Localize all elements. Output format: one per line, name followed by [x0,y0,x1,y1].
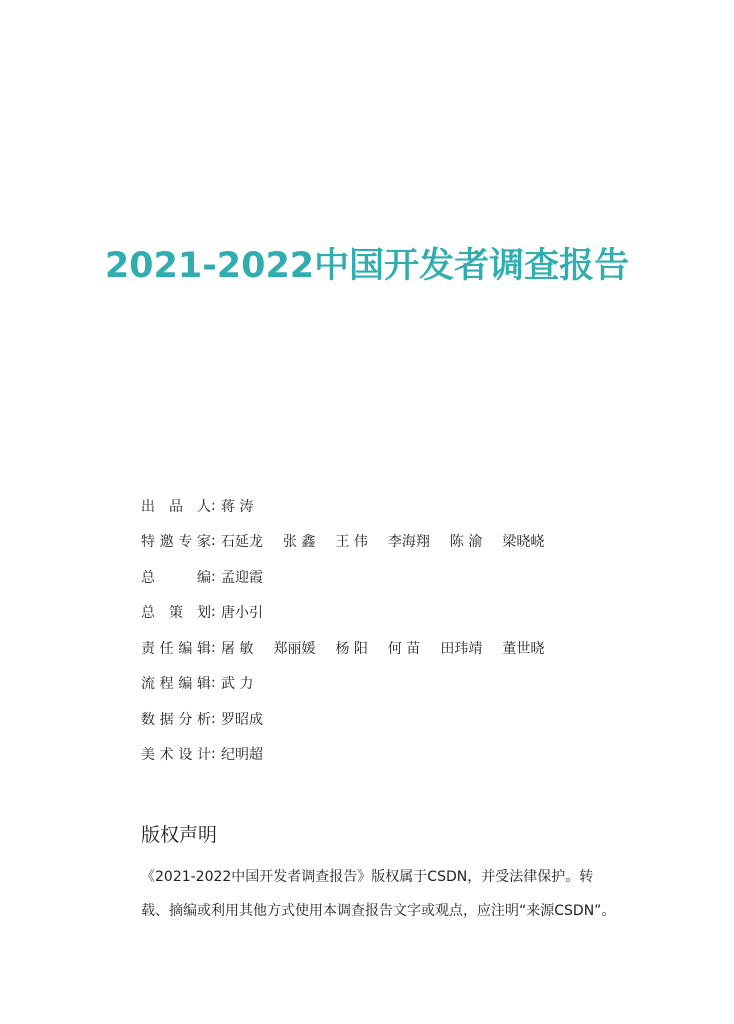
credit-name: 何 苗 [387,640,421,657]
role-char: 总 [141,605,155,622]
role-char: 出 [141,498,155,515]
role-char: 划 [197,605,211,622]
credit-role [141,531,211,551]
credit-name: 武 力 [221,676,254,693]
credit-names [221,709,283,729]
role-char: 流 [141,676,155,693]
credit-name: 张 鑫 [283,534,316,551]
copyright-text: 《2021-2022中国开发者调查报告》版权属于CSDN，并受法律保护。转载、摘编或利用其他方式使用本调查报告文字或观点，应注明“来源CSDN”。 [141,869,616,919]
report-title: 2021-2022中国开发者调查报告 [104,246,630,286]
credit-name: 杨 阳 [335,640,368,657]
credit-name: 石延龙 [221,534,263,551]
credit-row [141,488,564,524]
credit-name: 纪明超 [221,747,263,764]
credit-names [221,496,273,516]
credit-row [141,524,564,560]
colon: : [211,533,216,550]
credit-role [141,709,211,729]
credit-name: 田玮靖 [440,640,483,657]
role-char: 任 [159,640,174,657]
credit-name: 唐小引 [221,605,263,622]
credit-name: 罗昭成 [221,711,263,728]
role-char: 设 [178,747,193,764]
copyright-heading: 版权声明 [141,824,218,846]
colon: : [211,746,216,763]
credits-list [141,488,564,772]
role-char: 邀 [159,534,174,551]
credit-name: 陈 渝 [449,534,483,551]
colon: : [211,675,216,692]
role-char: 编 [178,676,193,693]
credit-role [141,602,211,622]
credit-role [141,744,211,764]
role-char: 据 [159,711,174,728]
credit-names [221,638,564,658]
credit-row [141,737,564,773]
credit-row [141,559,564,595]
credit-name: 董世晓 [502,640,545,657]
credit-role [141,496,211,516]
credit-names [221,567,283,587]
role-char: 人 [197,498,211,515]
credit-name: 梁晓峣 [502,534,545,551]
credit-row [141,701,564,737]
credit-role [141,673,211,693]
colon: : [211,710,216,727]
role-char: 总 [141,569,155,586]
role-char: 术 [159,747,174,764]
colon: : [211,604,216,621]
credit-names [221,602,283,622]
role-char: 数 [141,711,155,728]
credit-name: 郑丽媛 [273,640,316,657]
colon: : [211,568,216,585]
credit-role [141,638,211,658]
credit-names [221,531,564,551]
colon: : [211,497,216,514]
credit-name: 蒋 涛 [221,498,254,515]
role-char: 辑 [196,640,211,657]
credit-role [141,567,211,587]
credit-row [141,666,564,702]
credit-name: 王 伟 [335,534,368,551]
credit-names [221,673,273,693]
role-char: 家 [196,534,211,551]
role-char: 专 [178,534,193,551]
role-char: 策 [169,605,183,622]
role-char: 析 [196,711,211,728]
role-char: 辑 [196,676,211,693]
role-char: 美 [141,747,155,764]
role-char: 程 [159,676,174,693]
role-char: 特 [141,534,155,551]
credit-row [141,595,564,631]
colon: : [211,639,216,656]
role-char: 责 [141,640,155,657]
role-char: 分 [178,711,193,728]
credit-name: 李海翔 [387,534,430,551]
credit-names [221,744,283,764]
credit-name: 孟迎霞 [221,569,263,586]
role-char: 编 [178,640,193,657]
credit-row [141,630,564,666]
role-char: 编 [197,569,211,586]
credit-name: 屠 敏 [221,640,254,657]
role-char: 品 [169,498,183,515]
role-char: 计 [196,747,211,764]
